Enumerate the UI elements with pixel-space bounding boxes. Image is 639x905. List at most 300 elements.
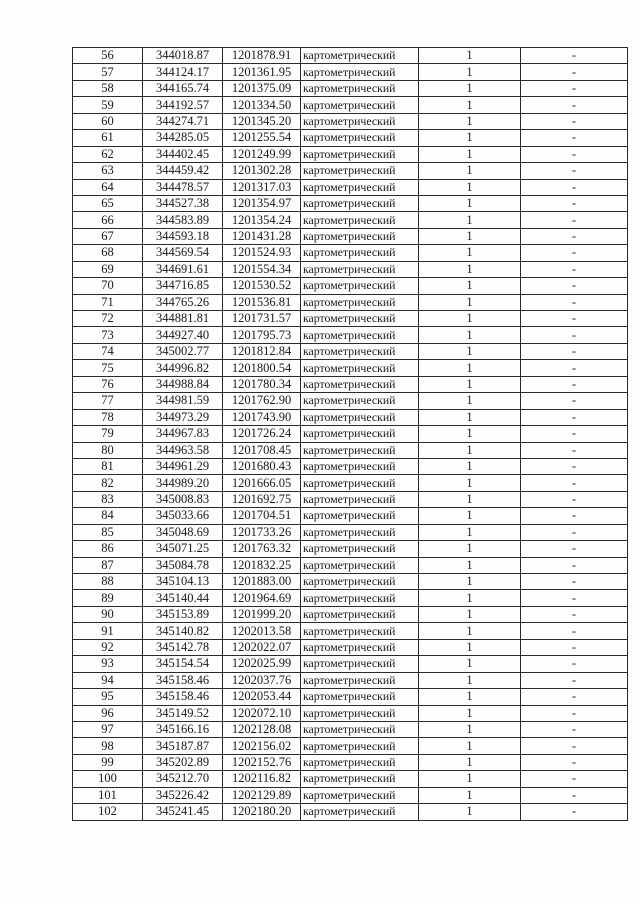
- x-coordinate-cell: 345048.69: [143, 524, 223, 540]
- x-coordinate-cell: 345084.78: [143, 557, 223, 573]
- x-coordinate-cell: 345241.45: [143, 804, 223, 820]
- table-row: [73, 656, 628, 672]
- y-coordinate-cell: 1201812.84: [223, 343, 301, 359]
- x-coordinate-cell: 345158.46: [143, 672, 223, 688]
- table-row: [73, 754, 628, 770]
- accuracy-cell: 1: [419, 179, 521, 195]
- table-row: [73, 623, 628, 639]
- y-coordinate-cell: 1201554.34: [223, 261, 301, 277]
- table-row: [73, 393, 628, 409]
- accuracy-cell: 1: [419, 245, 521, 261]
- method-cell: картометрический: [301, 672, 419, 688]
- method-cell: картометрический: [301, 179, 419, 195]
- method-cell: картометрический: [301, 738, 419, 754]
- y-coordinate-cell: 1201733.26: [223, 524, 301, 540]
- accuracy-cell: 1: [419, 48, 521, 64]
- y-coordinate-cell: 1201255.54: [223, 130, 301, 146]
- note-cell: -: [521, 376, 628, 392]
- point-number-cell: 64: [73, 179, 143, 195]
- note-cell: -: [521, 48, 628, 64]
- method-cell: картометрический: [301, 491, 419, 507]
- y-coordinate-cell: 1202116.82: [223, 771, 301, 787]
- y-coordinate-cell: 1201795.73: [223, 327, 301, 343]
- x-coordinate-cell: 345033.66: [143, 508, 223, 524]
- accuracy-cell: 1: [419, 804, 521, 820]
- y-coordinate-cell: 1201361.95: [223, 64, 301, 80]
- x-coordinate-cell: 345187.87: [143, 738, 223, 754]
- method-cell: картометрический: [301, 804, 419, 820]
- point-number-cell: 80: [73, 442, 143, 458]
- note-cell: -: [521, 360, 628, 376]
- note-cell: -: [521, 672, 628, 688]
- point-number-cell: 87: [73, 557, 143, 573]
- y-coordinate-cell: 1201800.54: [223, 360, 301, 376]
- accuracy-cell: 1: [419, 327, 521, 343]
- note-cell: -: [521, 212, 628, 228]
- note-cell: -: [521, 64, 628, 80]
- accuracy-cell: 1: [419, 606, 521, 622]
- method-cell: картометрический: [301, 606, 419, 622]
- note-cell: -: [521, 327, 628, 343]
- table-row: [73, 524, 628, 540]
- accuracy-cell: 1: [419, 130, 521, 146]
- x-coordinate-cell: 345154.54: [143, 656, 223, 672]
- table-row: [73, 721, 628, 737]
- note-cell: -: [521, 639, 628, 655]
- method-cell: картометрический: [301, 557, 419, 573]
- note-cell: -: [521, 458, 628, 474]
- note-cell: -: [521, 623, 628, 639]
- point-number-cell: 79: [73, 426, 143, 442]
- accuracy-cell: 1: [419, 228, 521, 244]
- x-coordinate-cell: 344981.59: [143, 393, 223, 409]
- note-cell: -: [521, 426, 628, 442]
- y-coordinate-cell: 1201763.32: [223, 541, 301, 557]
- point-number-cell: 101: [73, 787, 143, 803]
- x-coordinate-cell: 344583.89: [143, 212, 223, 228]
- y-coordinate-cell: 1201883.00: [223, 574, 301, 590]
- point-number-cell: 57: [73, 64, 143, 80]
- note-cell: -: [521, 261, 628, 277]
- x-coordinate-cell: 344402.45: [143, 146, 223, 162]
- note-cell: -: [521, 787, 628, 803]
- table-row: [73, 508, 628, 524]
- y-coordinate-cell: 1201524.93: [223, 245, 301, 261]
- y-coordinate-cell: 1201302.28: [223, 163, 301, 179]
- note-cell: -: [521, 771, 628, 787]
- accuracy-cell: 1: [419, 639, 521, 655]
- note-cell: -: [521, 409, 628, 425]
- method-cell: картометрический: [301, 294, 419, 310]
- point-number-cell: 67: [73, 228, 143, 244]
- note-cell: -: [521, 590, 628, 606]
- note-cell: -: [521, 606, 628, 622]
- y-coordinate-cell: 1202072.10: [223, 705, 301, 721]
- y-coordinate-cell: 1201375.09: [223, 80, 301, 96]
- accuracy-cell: 1: [419, 771, 521, 787]
- method-cell: картометрический: [301, 278, 419, 294]
- method-cell: картометрический: [301, 64, 419, 80]
- method-cell: картометрический: [301, 163, 419, 179]
- y-coordinate-cell: 1201780.34: [223, 376, 301, 392]
- x-coordinate-cell: 344124.17: [143, 64, 223, 80]
- table-row: [73, 458, 628, 474]
- y-coordinate-cell: 1202013.58: [223, 623, 301, 639]
- accuracy-cell: 1: [419, 343, 521, 359]
- table-row: [73, 376, 628, 392]
- point-number-cell: 84: [73, 508, 143, 524]
- point-number-cell: 83: [73, 491, 143, 507]
- table-row: [73, 574, 628, 590]
- table-row: [73, 261, 628, 277]
- note-cell: -: [521, 574, 628, 590]
- x-coordinate-cell: 345071.25: [143, 541, 223, 557]
- method-cell: картометрический: [301, 48, 419, 64]
- accuracy-cell: 1: [419, 672, 521, 688]
- method-cell: картометрический: [301, 623, 419, 639]
- accuracy-cell: 1: [419, 475, 521, 491]
- method-cell: картометрический: [301, 458, 419, 474]
- accuracy-cell: 1: [419, 212, 521, 228]
- x-coordinate-cell: 344967.83: [143, 426, 223, 442]
- point-number-cell: 90: [73, 606, 143, 622]
- method-cell: картометрический: [301, 426, 419, 442]
- y-coordinate-cell: 1201743.90: [223, 409, 301, 425]
- method-cell: картометрический: [301, 787, 419, 803]
- method-cell: картометрический: [301, 212, 419, 228]
- accuracy-cell: 1: [419, 590, 521, 606]
- accuracy-cell: 1: [419, 458, 521, 474]
- accuracy-cell: 1: [419, 294, 521, 310]
- note-cell: -: [521, 656, 628, 672]
- method-cell: картометрический: [301, 656, 419, 672]
- accuracy-cell: 1: [419, 557, 521, 573]
- x-coordinate-cell: 344459.42: [143, 163, 223, 179]
- note-cell: -: [521, 689, 628, 705]
- note-cell: -: [521, 146, 628, 162]
- accuracy-cell: 1: [419, 393, 521, 409]
- table-row: [73, 146, 628, 162]
- table-row: [73, 195, 628, 211]
- note-cell: -: [521, 179, 628, 195]
- table-row: [73, 672, 628, 688]
- note-cell: -: [521, 278, 628, 294]
- point-number-cell: 73: [73, 327, 143, 343]
- method-cell: картометрический: [301, 113, 419, 129]
- note-cell: -: [521, 475, 628, 491]
- note-cell: -: [521, 705, 628, 721]
- table-row: [73, 245, 628, 261]
- point-number-cell: 88: [73, 574, 143, 590]
- table-row: [73, 294, 628, 310]
- point-number-cell: 97: [73, 721, 143, 737]
- method-cell: картометрический: [301, 409, 419, 425]
- accuracy-cell: 1: [419, 146, 521, 162]
- x-coordinate-cell: 344192.57: [143, 97, 223, 113]
- table-row: [73, 606, 628, 622]
- method-cell: картометрический: [301, 228, 419, 244]
- point-number-cell: 82: [73, 475, 143, 491]
- method-cell: картометрический: [301, 475, 419, 491]
- y-coordinate-cell: 1201354.97: [223, 195, 301, 211]
- method-cell: картометрический: [301, 97, 419, 113]
- point-number-cell: 81: [73, 458, 143, 474]
- table-row: [73, 163, 628, 179]
- accuracy-cell: 1: [419, 97, 521, 113]
- y-coordinate-cell: 1202152.76: [223, 754, 301, 770]
- y-coordinate-cell: 1201692.75: [223, 491, 301, 507]
- method-cell: картометрический: [301, 705, 419, 721]
- method-cell: картометрический: [301, 689, 419, 705]
- note-cell: -: [521, 228, 628, 244]
- x-coordinate-cell: 344996.82: [143, 360, 223, 376]
- accuracy-cell: 1: [419, 574, 521, 590]
- note-cell: -: [521, 557, 628, 573]
- y-coordinate-cell: 1202180.20: [223, 804, 301, 820]
- table-row: [73, 738, 628, 754]
- point-number-cell: 98: [73, 738, 143, 754]
- method-cell: картометрический: [301, 524, 419, 540]
- point-number-cell: 91: [73, 623, 143, 639]
- accuracy-cell: 1: [419, 163, 521, 179]
- table-row: [73, 130, 628, 146]
- method-cell: картометрический: [301, 130, 419, 146]
- table-row: [73, 113, 628, 129]
- x-coordinate-cell: 344593.18: [143, 228, 223, 244]
- point-number-cell: 63: [73, 163, 143, 179]
- table-row: [73, 97, 628, 113]
- point-number-cell: 59: [73, 97, 143, 113]
- note-cell: -: [521, 343, 628, 359]
- method-cell: картометрический: [301, 311, 419, 327]
- y-coordinate-cell: 1201536.81: [223, 294, 301, 310]
- accuracy-cell: 1: [419, 113, 521, 129]
- x-coordinate-cell: 344285.05: [143, 130, 223, 146]
- x-coordinate-cell: 344716.85: [143, 278, 223, 294]
- method-cell: картометрический: [301, 541, 419, 557]
- table-row: [73, 409, 628, 425]
- x-coordinate-cell: 344165.74: [143, 80, 223, 96]
- accuracy-cell: 1: [419, 524, 521, 540]
- x-coordinate-cell: 344989.20: [143, 475, 223, 491]
- point-number-cell: 102: [73, 804, 143, 820]
- note-cell: -: [521, 442, 628, 458]
- table-row: [73, 64, 628, 80]
- table-row: [73, 343, 628, 359]
- point-number-cell: 99: [73, 754, 143, 770]
- x-coordinate-cell: 344274.71: [143, 113, 223, 129]
- accuracy-cell: 1: [419, 278, 521, 294]
- method-cell: картометрический: [301, 80, 419, 96]
- point-number-cell: 58: [73, 80, 143, 96]
- point-number-cell: 100: [73, 771, 143, 787]
- method-cell: картометрический: [301, 590, 419, 606]
- x-coordinate-cell: 345142.78: [143, 639, 223, 655]
- point-number-cell: 94: [73, 672, 143, 688]
- x-coordinate-cell: 344478.57: [143, 179, 223, 195]
- method-cell: картометрический: [301, 360, 419, 376]
- accuracy-cell: 1: [419, 541, 521, 557]
- table-row: [73, 48, 628, 64]
- accuracy-cell: 1: [419, 491, 521, 507]
- note-cell: -: [521, 721, 628, 737]
- y-coordinate-cell: 1201666.05: [223, 475, 301, 491]
- method-cell: картометрический: [301, 245, 419, 261]
- y-coordinate-cell: 1201249.99: [223, 146, 301, 162]
- note-cell: -: [521, 754, 628, 770]
- x-coordinate-cell: 345104.13: [143, 574, 223, 590]
- point-number-cell: 74: [73, 343, 143, 359]
- y-coordinate-cell: 1202037.76: [223, 672, 301, 688]
- x-coordinate-cell: 345226.42: [143, 787, 223, 803]
- x-coordinate-cell: 344973.29: [143, 409, 223, 425]
- note-cell: -: [521, 393, 628, 409]
- y-coordinate-cell: 1202156.02: [223, 738, 301, 754]
- x-coordinate-cell: 345202.89: [143, 754, 223, 770]
- note-cell: -: [521, 508, 628, 524]
- method-cell: картометрический: [301, 343, 419, 359]
- y-coordinate-cell: 1202022.07: [223, 639, 301, 655]
- point-number-cell: 65: [73, 195, 143, 211]
- method-cell: картометрический: [301, 754, 419, 770]
- accuracy-cell: 1: [419, 623, 521, 639]
- x-coordinate-cell: 344881.81: [143, 311, 223, 327]
- y-coordinate-cell: 1201431.28: [223, 228, 301, 244]
- y-coordinate-cell: 1201530.52: [223, 278, 301, 294]
- method-cell: картометрический: [301, 327, 419, 343]
- accuracy-cell: 1: [419, 508, 521, 524]
- x-coordinate-cell: 345140.44: [143, 590, 223, 606]
- x-coordinate-cell: 344961.29: [143, 458, 223, 474]
- point-number-cell: 85: [73, 524, 143, 540]
- point-number-cell: 75: [73, 360, 143, 376]
- y-coordinate-cell: 1201832.25: [223, 557, 301, 573]
- point-number-cell: 96: [73, 705, 143, 721]
- x-coordinate-cell: 344569.54: [143, 245, 223, 261]
- x-coordinate-cell: 345158.46: [143, 689, 223, 705]
- point-number-cell: 60: [73, 113, 143, 129]
- note-cell: -: [521, 804, 628, 820]
- y-coordinate-cell: 1201999.20: [223, 606, 301, 622]
- note-cell: -: [521, 80, 628, 96]
- point-number-cell: 77: [73, 393, 143, 409]
- point-number-cell: 71: [73, 294, 143, 310]
- table-row: [73, 804, 628, 820]
- point-number-cell: 68: [73, 245, 143, 261]
- accuracy-cell: 1: [419, 195, 521, 211]
- table-row: [73, 771, 628, 787]
- table-row: [73, 179, 628, 195]
- y-coordinate-cell: 1201878.91: [223, 48, 301, 64]
- table-row: [73, 590, 628, 606]
- table-row: [73, 541, 628, 557]
- method-cell: картометрический: [301, 771, 419, 787]
- x-coordinate-cell: 345212.70: [143, 771, 223, 787]
- note-cell: -: [521, 113, 628, 129]
- y-coordinate-cell: 1201345.20: [223, 113, 301, 129]
- accuracy-cell: 1: [419, 80, 521, 96]
- x-coordinate-cell: 345166.16: [143, 721, 223, 737]
- method-cell: картометрический: [301, 146, 419, 162]
- method-cell: картометрический: [301, 639, 419, 655]
- table-row: [73, 80, 628, 96]
- table-row: [73, 327, 628, 343]
- table-row: [73, 360, 628, 376]
- table-row: [73, 475, 628, 491]
- x-coordinate-cell: 344963.58: [143, 442, 223, 458]
- point-number-cell: 92: [73, 639, 143, 655]
- accuracy-cell: 1: [419, 311, 521, 327]
- x-coordinate-cell: 344527.38: [143, 195, 223, 211]
- method-cell: картометрический: [301, 195, 419, 211]
- table-row: [73, 491, 628, 507]
- point-number-cell: 62: [73, 146, 143, 162]
- accuracy-cell: 1: [419, 705, 521, 721]
- point-number-cell: 66: [73, 212, 143, 228]
- accuracy-cell: 1: [419, 689, 521, 705]
- note-cell: -: [521, 491, 628, 507]
- table-row: [73, 557, 628, 573]
- y-coordinate-cell: 1201762.90: [223, 393, 301, 409]
- note-cell: -: [521, 311, 628, 327]
- note-cell: -: [521, 738, 628, 754]
- accuracy-cell: 1: [419, 360, 521, 376]
- table-row: [73, 426, 628, 442]
- y-coordinate-cell: 1201680.43: [223, 458, 301, 474]
- x-coordinate-cell: 344765.26: [143, 294, 223, 310]
- point-number-cell: 69: [73, 261, 143, 277]
- point-number-cell: 70: [73, 278, 143, 294]
- note-cell: -: [521, 130, 628, 146]
- table-row: [73, 639, 628, 655]
- method-cell: картометрический: [301, 721, 419, 737]
- y-coordinate-cell: 1202025.99: [223, 656, 301, 672]
- x-coordinate-cell: 345140.82: [143, 623, 223, 639]
- table-row: [73, 787, 628, 803]
- point-number-cell: 72: [73, 311, 143, 327]
- method-cell: картометрический: [301, 442, 419, 458]
- accuracy-cell: 1: [419, 754, 521, 770]
- method-cell: картометрический: [301, 574, 419, 590]
- x-coordinate-cell: 344927.40: [143, 327, 223, 343]
- x-coordinate-cell: 345153.89: [143, 606, 223, 622]
- y-coordinate-cell: 1202129.89: [223, 787, 301, 803]
- method-cell: картометрический: [301, 376, 419, 392]
- point-number-cell: 61: [73, 130, 143, 146]
- note-cell: -: [521, 541, 628, 557]
- accuracy-cell: 1: [419, 261, 521, 277]
- x-coordinate-cell: 344018.87: [143, 48, 223, 64]
- y-coordinate-cell: 1201334.50: [223, 97, 301, 113]
- y-coordinate-cell: 1202128.08: [223, 721, 301, 737]
- y-coordinate-cell: 1201708.45: [223, 442, 301, 458]
- x-coordinate-cell: 345002.77: [143, 343, 223, 359]
- accuracy-cell: 1: [419, 738, 521, 754]
- y-coordinate-cell: 1201964.69: [223, 590, 301, 606]
- table-row: [73, 705, 628, 721]
- table-row: [73, 278, 628, 294]
- x-coordinate-cell: 344691.61: [143, 261, 223, 277]
- point-number-cell: 86: [73, 541, 143, 557]
- table-row: [73, 228, 628, 244]
- y-coordinate-cell: 1202053.44: [223, 689, 301, 705]
- point-number-cell: 89: [73, 590, 143, 606]
- table-row: [73, 212, 628, 228]
- note-cell: -: [521, 163, 628, 179]
- coordinates-table: [72, 47, 628, 821]
- point-number-cell: 93: [73, 656, 143, 672]
- accuracy-cell: 1: [419, 64, 521, 80]
